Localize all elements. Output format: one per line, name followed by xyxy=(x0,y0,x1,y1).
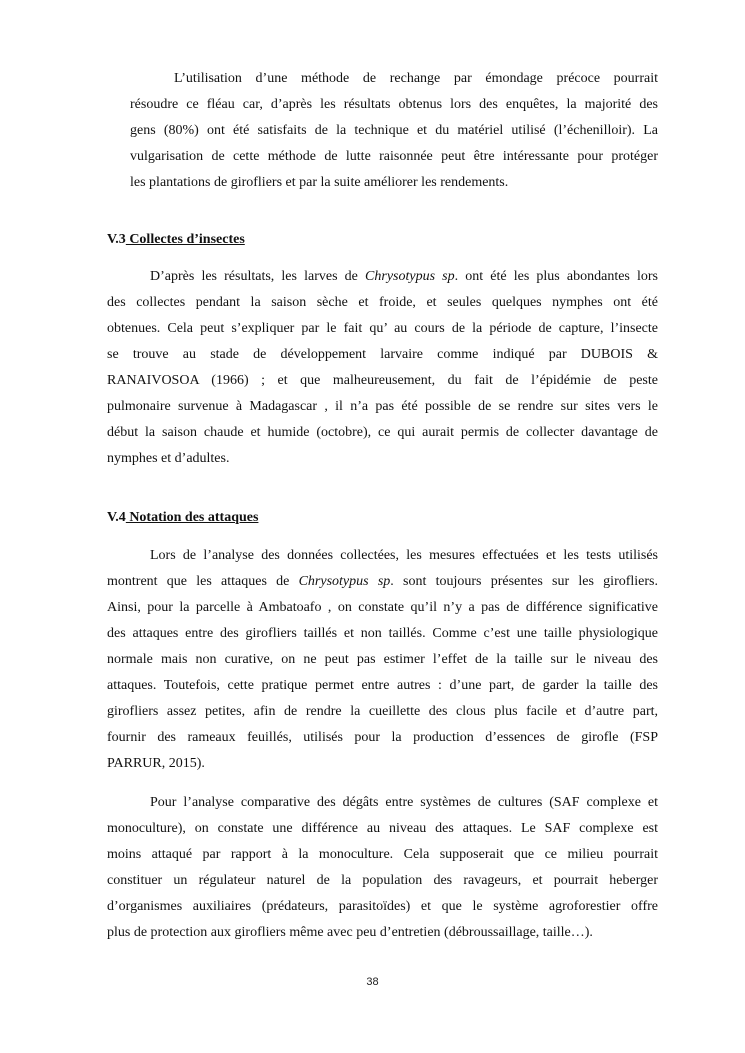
text-line: monoculture), on constate une différence au niveau des attaques. Le SAF complexe est xyxy=(107,821,658,836)
text-line: des collectes pendant la saison sèche et froide, et seules quelques nymphes ont été xyxy=(107,295,658,310)
text-line: constituer un régulateur naturel de la population des ravageurs, et pourrait heberger xyxy=(107,873,658,888)
section-v4-paragraph-1 xyxy=(107,543,658,777)
text-line: Ainsi, pour la parcelle à Ambatoafo , on constate qu’il n’y a pas de différence significative xyxy=(107,600,658,615)
text-line: obtenues. Cela peut s’expliquer par le fait qu’ au cours de la période de capture, l’insecte xyxy=(107,321,658,336)
text-line: plus de protection aux girofliers même avec peu d’entretien (débroussaillage, taille…). xyxy=(107,925,593,940)
section-number: V.4 xyxy=(107,510,126,525)
text-line: Lors de l’analyse des données collectées, les mesures effectuées et les tests utilisés xyxy=(150,548,658,563)
text-line: girofliers assez petites, afin de rendre la cueillette des clous plus facile et d’autre part, xyxy=(107,704,658,719)
text-line: attaques. Toutefois, cette pratique permet entre autres : d’une part, de garder la taille des xyxy=(107,678,658,693)
text-line: début la saison chaude et humide (octobre), ce qui aurait permis de collecter davantage de xyxy=(107,425,658,440)
text-line xyxy=(107,569,658,595)
text-line: des attaques entre des girofliers taillés et non taillés. Comme c’est une taille physiologique xyxy=(107,626,658,641)
text-line: résoudre ce fléau car, d’après les résultats obtenus lors des enquêtes, la majorité des xyxy=(130,97,658,112)
section-v4-paragraph-2 xyxy=(107,790,658,946)
text-line: d’organismes auxiliaires (prédateurs, parasitoïdes) et que le système agroforestier offre xyxy=(107,899,658,914)
text-line: nymphes et d’adultes. xyxy=(107,451,230,466)
intro-paragraph xyxy=(130,66,658,196)
section-title: Collectes d’insectes xyxy=(125,232,245,247)
text-fragment: . ont été les plus abondantes lors xyxy=(454,269,659,284)
text-line: vulgarisation de cette méthode de lutte raisonnée peut être intéressante pour protéger xyxy=(130,149,658,164)
text-line: Pour l’analyse comparative des dégâts entre systèmes de cultures (SAF complexe et xyxy=(150,795,658,810)
text-fragment: montrent que les attaques de xyxy=(107,574,299,589)
text-line: gens (80%) ont été satisfaits de la technique et du matériel utilisé (l’échenilloir). La xyxy=(130,123,658,138)
text-line: RANAIVOSOA (1966) ; et que malheureusement, du fait de l’épidémie de peste xyxy=(107,373,658,388)
text-line xyxy=(107,264,658,290)
section-number: V.3 xyxy=(107,232,126,247)
text-line: L’utilisation d’une méthode de rechange par émondage précoce pourrait xyxy=(174,71,658,86)
text-line: PARRUR, 2015). xyxy=(107,756,205,771)
text-line: moins attaqué par rapport à la monoculture. Cela supposerait que ce milieu pourrait xyxy=(107,847,658,862)
text-line: les plantations de girofliers et par la suite améliorer les rendements. xyxy=(130,175,509,190)
text-fragment: . sont toujours présentes sur les girofliers. xyxy=(390,574,659,589)
text-line: normale mais non curative, on ne peut pas estimer l’effet de la taille sur le niveau des xyxy=(107,652,658,667)
section-v3-paragraph xyxy=(107,264,658,472)
species-name: Chrysotypus sp xyxy=(298,574,391,589)
text-line: pulmonaire survenue à Madagascar , il n’a pas été possible de se rendre sur sites vers le xyxy=(107,399,658,414)
section-heading-v3 xyxy=(107,230,245,250)
species-name: Chrysotypus sp xyxy=(365,269,455,284)
text-fragment: D’après les résultats, les larves de xyxy=(150,269,366,284)
section-title: Notation des attaques xyxy=(125,510,259,525)
page-number: 38 xyxy=(366,976,379,988)
text-line: se trouve au stade de développement larvaire comme indiqué par DUBOIS & xyxy=(107,347,658,362)
text-line: fournir des rameaux feuillés, utilisés pour la production d’essences de girofle (FSP xyxy=(107,730,658,745)
section-heading-v4 xyxy=(107,508,258,528)
